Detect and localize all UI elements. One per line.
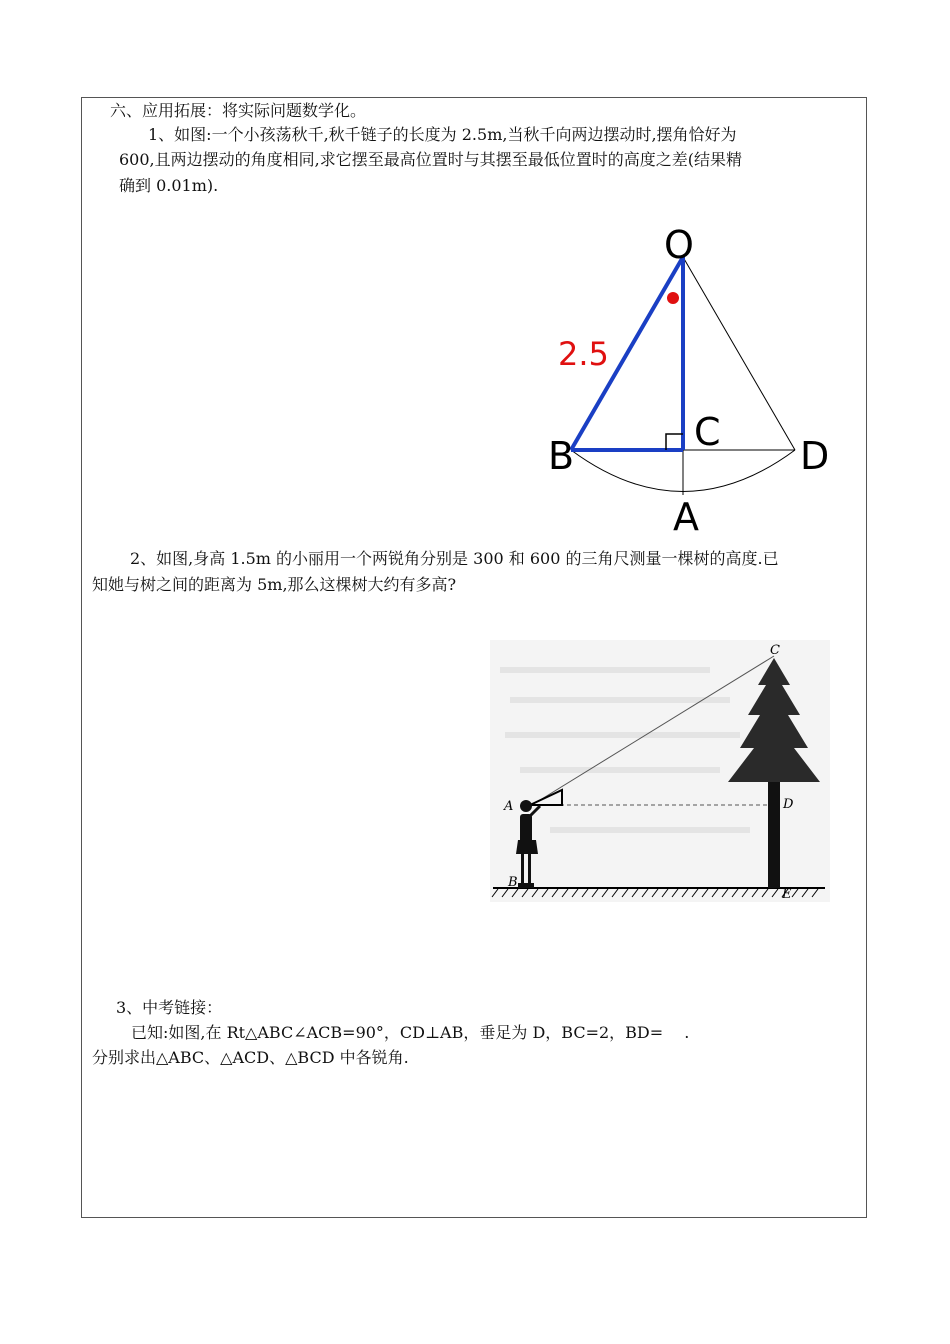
problem2-line2: 知她与树之间的距离为 5m,那么这棵树大约有多高?: [92, 575, 457, 594]
problem3-line1: 已知:如图,在 Rt△ABC∠ACB=90°，CD⊥AB，垂足为 D，BC=2，BD= .: [131, 1023, 690, 1042]
label-c: C: [694, 410, 721, 454]
tree-label-e: E: [782, 887, 792, 902]
problem1-line2: 600,且两边摆动的角度相同,求它摆至最高位置时与其摆至最低位置时的高度之差(结果精: [119, 150, 742, 169]
label-a: A: [673, 495, 699, 539]
swing-figure: [540, 215, 840, 540]
problem1-line3: 确到 0.01m).: [119, 176, 219, 195]
problem3-heading: 3、中考链接：: [116, 998, 223, 1017]
angle-dot: [667, 292, 679, 304]
length-label: 2.5: [558, 335, 609, 373]
tree-label-d: D: [783, 797, 794, 812]
section-title: 六、应用拓展：将实际问题数学化。: [110, 101, 367, 120]
tree-label-a: A: [504, 799, 514, 814]
tree-label-b: B: [508, 875, 518, 890]
label-d: D: [800, 434, 830, 478]
tree-label-c: C: [770, 643, 780, 658]
tree-figure: [490, 640, 830, 902]
problem1-line1: 1、如图:一个小孩荡秋千,秋千链子的长度为 2.5m,当秋千向两边摆动时,摆角恰好为: [148, 125, 737, 144]
label-o: O: [664, 223, 694, 267]
problem2-line1: 2、如图,身高 1.5m 的小丽用一个两锐角分别是 300 和 600 的三角尺测量一棵树的高度.已: [130, 549, 779, 568]
label-b: B: [548, 434, 575, 478]
problem3-line2: 分别求出△ABC、△ACD、△BCD 中各锐角.: [92, 1048, 409, 1067]
right-angle-marker: [666, 434, 683, 450]
